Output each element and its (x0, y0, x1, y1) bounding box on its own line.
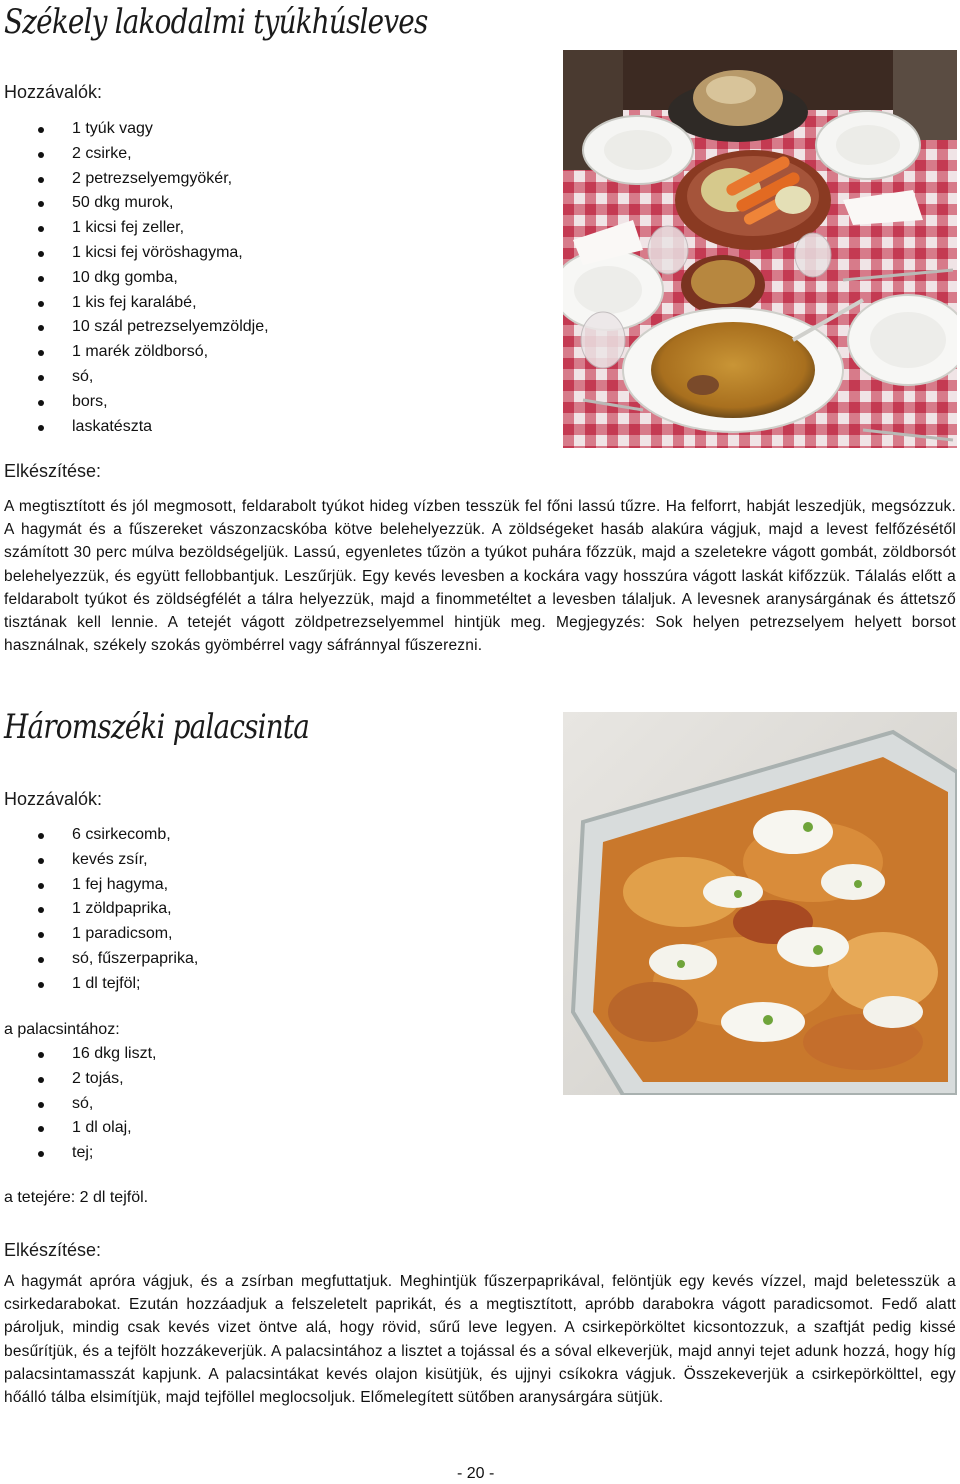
topping-text: a tetejére: 2 dl tejföl. (4, 1189, 149, 1206)
recipe-1-ingredients-heading: Hozzávalók: (4, 82, 103, 102)
ingredient-item: bors, (0, 390, 269, 415)
recipe-2-ingredients-heading: Hozzávalók: (4, 789, 103, 809)
page-number: - 20 - (457, 1465, 495, 1482)
ingredient-item: só, (0, 1092, 156, 1117)
ingredient-item: 10 dkg gomba, (0, 266, 269, 291)
ingredient-item: 10 szál petrezselyemzöldje, (0, 315, 269, 340)
ingredient-item: 2 csirke, (0, 142, 269, 167)
ingredient-item: 1 zöldpaprika, (0, 897, 198, 922)
ingredient-item: só, (0, 365, 269, 390)
recipe-2-title: Háromszéki palacsinta (4, 707, 310, 747)
ingredient-item: 1 dl tejföl; (0, 972, 198, 997)
ingredient-item: 1 kicsi fej vöröshagyma, (0, 241, 269, 266)
ingredient-item: 1 kis fej karalábé, (0, 291, 269, 316)
soup-table-photo (563, 50, 957, 448)
ingredient-item: 1 kicsi fej zeller, (0, 216, 269, 241)
ingredient-item: 1 marék zöldborsó, (0, 340, 269, 365)
pancake-ingredient-list (0, 1042, 156, 1166)
ingredient-item: 2 tojás, (0, 1067, 156, 1092)
ingredient-item: 1 tyúk vagy (0, 117, 269, 142)
pancake-dish-photo (563, 712, 957, 1095)
ingredient-item: 1 paradicsom, (0, 922, 198, 947)
pancake-label: a palacsintához: (4, 1021, 120, 1038)
ingredient-item: só, fűszerpaprika, (0, 947, 198, 972)
ingredient-item: kevés zsír, (0, 848, 198, 873)
ingredient-item: tej; (0, 1141, 156, 1166)
recipe-1-method-heading: Elkészítése: (4, 461, 102, 481)
ingredient-item: 16 dkg liszt, (0, 1042, 156, 1067)
recipe-2-method-heading: Elkészítése: (4, 1240, 102, 1260)
ingredient-item: 2 petrezselyemgyökér, (0, 167, 269, 192)
recipe-2-method-text: A hagymát apróra vágjuk, és a zsírban megfuttatjuk. Meghintjük fűszerpaprikával, felöntjük egy kevés vízzel, majd beletesszük a csirkedarabokat. Ezután hozzáadjuk a felszeletelt paprikát, és a megtisztított, apróbb darabokra vágott paradicsomot. Fedő alatt pároljuk, mindig csak kevés vizet öntve alá, hogy rövid, sűrű leve legyen. A csirkepörköltet kicsontozzuk, a szaftját pedig kissé besűrítjük, és a tejfölt hozzákeverjük. A palacsintához a lisztet a tojással és a sóval elkeverjük, majd annyi tejet adunk hozzá, hogy híg palacsintamasszát kapjunk. A palacsintákat kevés olajon kisütjük, és ujjnyi csíkokra vágjuk. Összekeverjük a csirkepörkölttel, egy hőálló tálba elsimítjük, majd tejföllel meglocsoljuk. Előmelegített sütőben aranysárgára sütjük. (4, 1273, 956, 1407)
recipe-1-ingredient-list (0, 117, 269, 439)
ingredient-item: 6 csirkecomb, (0, 823, 198, 848)
ingredient-item: laskatészta (0, 415, 269, 440)
ingredient-item: 50 dkg murok, (0, 191, 269, 216)
recipe-1-method-text: A megtisztított és jól megmosott, feldarabolt tyúkot hideg vízben tesszük fel főni lassú tűzre. Ha felforrt, habját leszedjük, megsózzuk. A hagymát és a fűszereket vászonzacskóba kötve belehelyezzük. A zöldségeket hasáb alakúra vágjuk, majd a levest felfőzésétől számított 30 perc múlva bezöldségeljük. Lassú, egyenletes tűzön a tyúkot puhára főzzük, majd a szeletekre vágott gombát, zöldborsót belehelyezzük, és együtt fellobbantjuk. Leszűrjük. Egy kevés levesben a kockára vagy hosszúra vágott laskát kifőzzük. Tálalás előtt a feldarabolt tyúkot és zöldségfélét a tálra helyezzük, majd a finommetéltet a levesben tálaljuk. A levesnek aranysárgának és áttetsző tisztának kell lennie. A tetejét vágott zöldpetrezselyemmel hintjük meg. Megjegyzés: Sok helyen petrezselyem helyett borsot használnak, székely szokás gyömbérrel vagy sáfránnyal fűszerezni. (4, 498, 956, 655)
recipe-2-ingredient-list (0, 823, 198, 997)
recipe-1-title: Székely lakodalmi tyúkhúsleves (4, 2, 428, 42)
ingredient-item: 1 dl olaj, (0, 1116, 156, 1141)
ingredient-item: 1 fej hagyma, (0, 873, 198, 898)
